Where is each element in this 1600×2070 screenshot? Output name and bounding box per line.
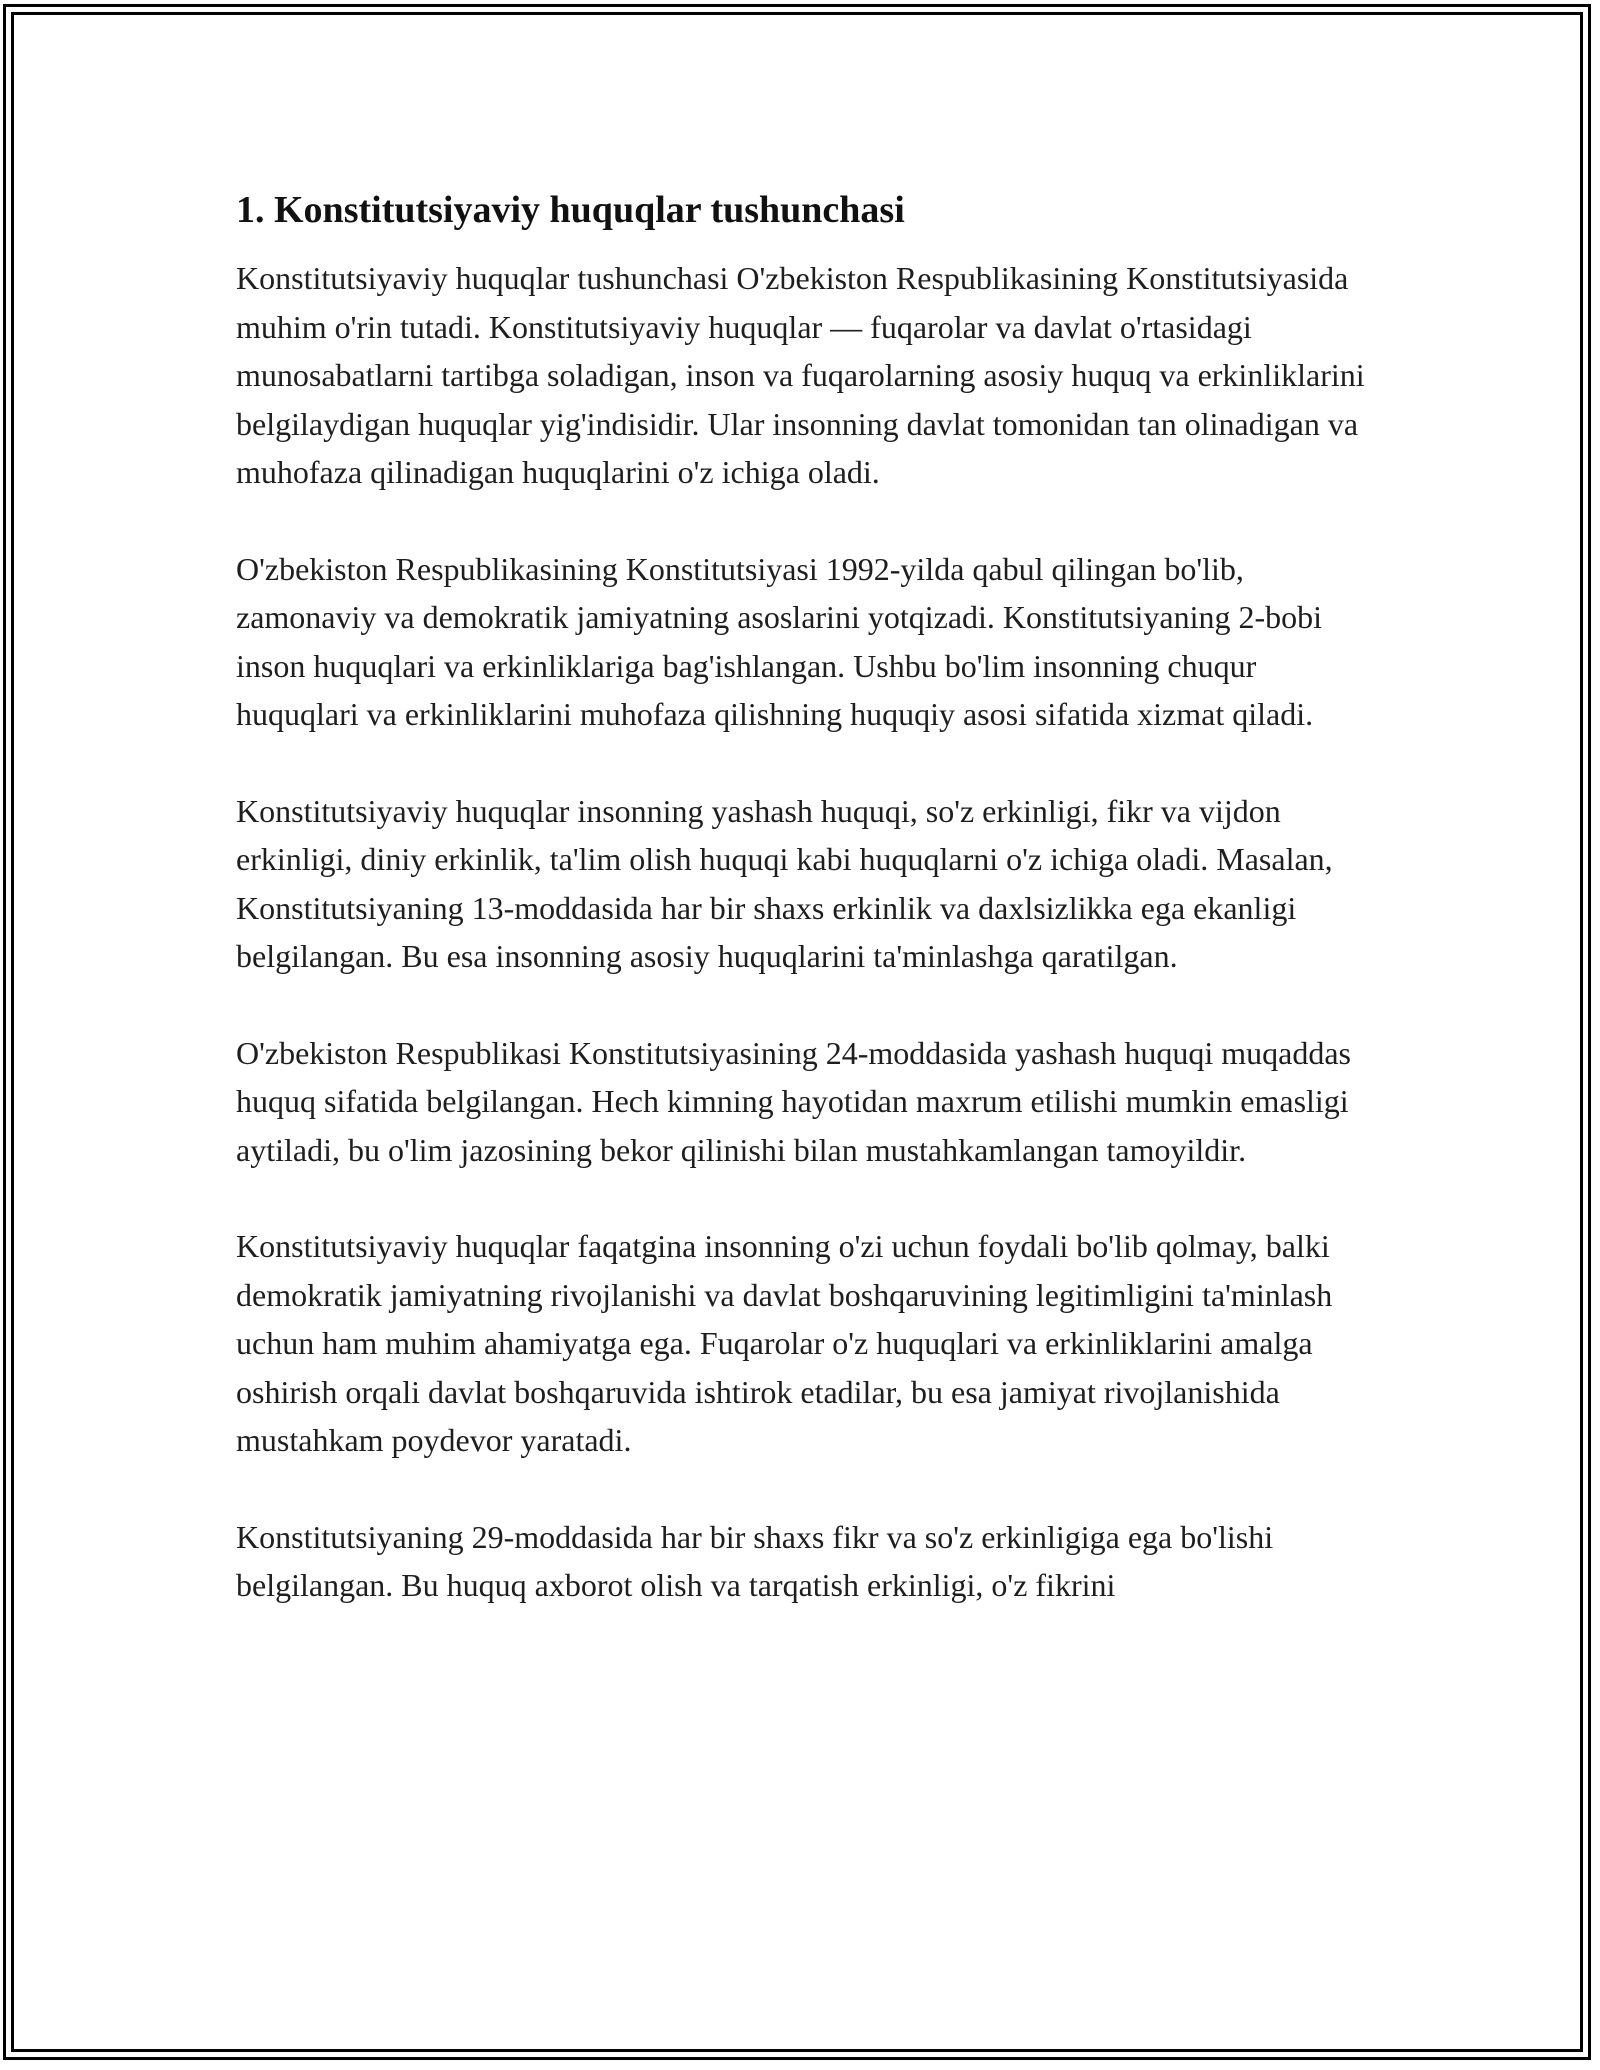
paragraph-6: Konstitutsiyaning 29-moddasida har bir shaxs fikr va so'z erkinligiga ega bo'lishi belgilangan. Bu huquq axborot olish va tarqatish erkinligi, o'z fikrini (236, 1518, 1274, 1603)
paragraph-2: O'zbekiston Respublikasining Konstitutsiyasi 1992-yilda qabul qilingan bo'lib, zamonaviy va demokratik jamiyatning asoslarini yotqizadi. Konstitutsiyaning 2-bobi inson huquqlari va erkinliklariga bag'ishlangan. Ushbu bo'lim insonning chuqur huquqlari va erkinliklarini muhofaza qilishning huquqiy asosi sifatida xizmat qiladi. (236, 550, 1323, 732)
document-body (236, 186, 1366, 1610)
paragraph-3: Konstitutsiyaviy huquqlar insonning yashash huquqi, so'z erkinligi, fikr va vijdon erkinligi, diniy erkinlik, ta'lim olish huquqi kabi huquqlarni o'z ichiga oladi. Masalan, Konstitutsiyaning 13-moddasida har bir shaxs erkinlik va daxlsizlikka ega ekanligi belgilangan. Bu esa insonning asosiy huquqlarini ta'minlashga qaratilgan. (236, 792, 1333, 974)
paragraph-4: O'zbekiston Respublikasi Konstitutsiyasining 24-moddasida yashash huquqi muqaddas huquq sifatida belgilangan. Hech kimning hayotidan maxrum etilishi mumkin emasligi aytiladi, bu o'lim jazosining bekor qilinishi bilan mustahkamlangan tamoyildir. (236, 1034, 1351, 1168)
paragraph-5: Konstitutsiyaviy huquqlar faqatgina insonning o'zi uchun foydali bo'lib qolmay, balki demokratik jamiyatning rivojlanishi va davlat boshqaruvining legitimligini ta'minlash uchun ham muhim ahamiyatga ega. Fuqarolar o'z huquqlari va erkinliklarini amalga oshirish orqali davlat boshqaruvida ishtirok etadilar, bu esa jamiyat rivojlanishida mustahkam poydevor yaratadi. (236, 1228, 1333, 1458)
section-heading: 1. Konstitutsiyaviy huquqlar tushunchasi (236, 189, 905, 231)
paragraph-1: Konstitutsiyaviy huquqlar tushunchasi O'zbekiston Respublikasining Konstitutsiyasida muhim o'rin tutadi. Konstitutsiyaviy huquqlar — fuqarolar va davlat o'rtasidagi munosabatlarni tartibga soladigan, inson va fuqarolarning asosiy huquq va erkinliklarini belgilaydigan huquqlar yig'indisidir. Ular insonning davlat tomonidan tan olinadigan va muhofaza qilinadigan huquqlarini o'z ichiga oladi. (236, 260, 1365, 490)
